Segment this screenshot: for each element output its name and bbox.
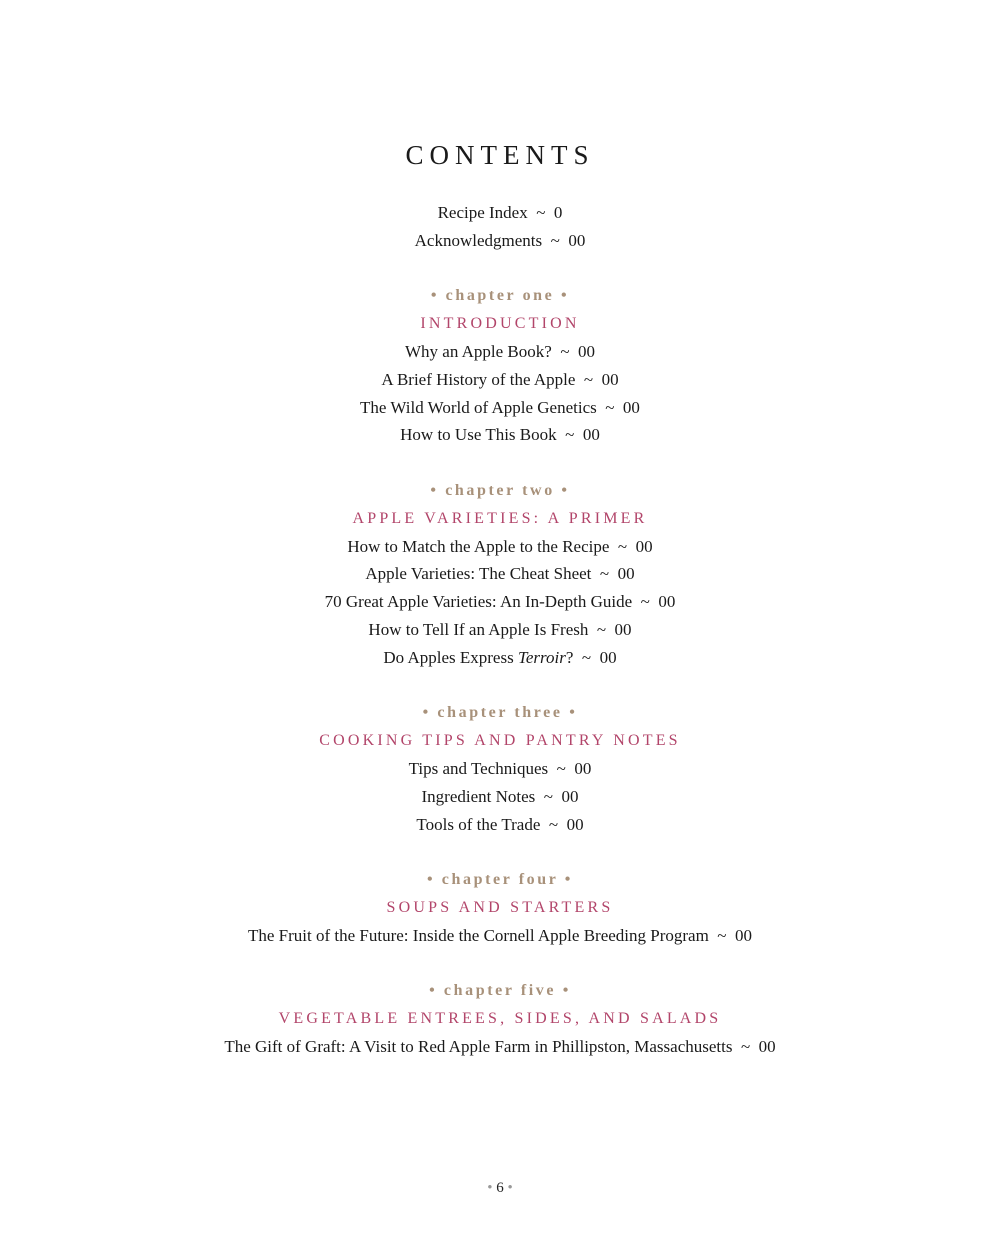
toc-entry-text: The Wild World of Apple Genetics ~ 00	[360, 397, 640, 417]
chapter-section	[0, 282, 1000, 449]
chapter-label-text: chapter one	[445, 287, 555, 305]
toc-entry-text: Acknowledgments ~ 00	[414, 230, 586, 250]
toc-entry-text: How to Tell If an Apple Is Fresh ~ 00	[368, 619, 632, 639]
toc-entry-text: Tips and Techniques ~ 00	[408, 758, 592, 778]
bullet-icon: •	[422, 704, 438, 722]
toc-entry-text: How to Use This Book ~ 00	[400, 425, 600, 445]
chapter-section	[0, 477, 1000, 672]
toc-entry[interactable]	[0, 922, 1000, 950]
toc-entry[interactable]	[0, 755, 1000, 783]
chapter-label-text: chapter four	[441, 871, 559, 889]
toc-entry[interactable]	[0, 644, 1000, 672]
bullet-icon: •	[554, 481, 570, 499]
toc-entry[interactable]	[0, 533, 1000, 561]
toc-entry[interactable]	[0, 783, 1000, 811]
bullet-icon: •	[558, 871, 573, 889]
toc-entry[interactable]	[0, 588, 1000, 616]
toc-entry-italic: Terroir	[517, 647, 566, 667]
chapter-label	[0, 977, 1000, 1005]
toc-entry-text: Apple Varieties: The Cheat Sheet ~ 00	[365, 564, 635, 584]
bullet-icon: •	[554, 287, 570, 305]
toc-entry-text: The Gift of Graft: A Visit to Red Apple Farm in Phillipston, Massachusetts ~ 00	[224, 1036, 776, 1056]
chapter-label	[0, 282, 1000, 310]
toc-entry-suffix: ? ~ 00	[565, 647, 617, 667]
toc-entry-text: A Brief History of the Apple ~ 00	[381, 369, 619, 389]
chapter-title[interactable]: APPLE VARIETIES: A PRIMER	[352, 509, 648, 527]
chapter-title[interactable]: SOUPS AND STARTERS	[386, 898, 614, 916]
toc-entry[interactable]	[0, 560, 1000, 588]
footer-bullet-left: •	[487, 1180, 493, 1196]
chapter-label	[0, 866, 1000, 894]
bullet-icon: •	[430, 481, 446, 499]
bullet-icon: •	[562, 704, 578, 722]
page-footer	[0, 1180, 1000, 1197]
chapter-label	[0, 699, 1000, 727]
chapter-title[interactable]: VEGETABLE ENTREES, SIDES, AND SALADS	[278, 1010, 722, 1028]
bullet-icon: •	[430, 287, 446, 305]
page-title: CONTENTS	[405, 140, 595, 170]
bullet-icon: •	[556, 982, 571, 1000]
toc-entry[interactable]	[0, 199, 1000, 227]
footer-bullet-right: •	[507, 1180, 513, 1196]
page-number: 6	[496, 1180, 504, 1196]
chapter-label-text: chapter five	[443, 982, 557, 1000]
toc-entry-text: Why an Apple Book? ~ 00	[404, 341, 596, 361]
toc-entry-text: 70 Great Apple Varieties: An In-Depth Guide ~ 00	[324, 592, 676, 612]
toc-entry-text: Ingredient Notes ~ 00	[421, 786, 579, 806]
chapter-title[interactable]: INTRODUCTION	[420, 315, 580, 333]
bullet-icon: •	[429, 982, 444, 1000]
toc-entry[interactable]	[0, 394, 1000, 422]
toc-entry-text: The Fruit of the Future: Inside the Cornell Apple Breeding Program ~ 00	[248, 925, 752, 945]
chapter-label-text: chapter three	[437, 704, 563, 722]
toc-entry-text: Tools of the Trade ~ 00	[416, 814, 584, 834]
chapter-section	[0, 699, 1000, 838]
chapter-section	[0, 866, 1000, 949]
toc-entry[interactable]	[0, 366, 1000, 394]
toc-entry-text: How to Match the Apple to the Recipe ~ 00	[347, 536, 653, 556]
chapter-section	[0, 977, 1000, 1060]
toc-entry[interactable]	[0, 811, 1000, 839]
table-of-contents	[0, 199, 1000, 1061]
bullet-icon: •	[426, 871, 442, 889]
toc-entry[interactable]	[0, 421, 1000, 449]
toc-entry[interactable]	[0, 338, 1000, 366]
chapter-title[interactable]: COOKING TIPS AND PANTRY NOTES	[319, 732, 681, 750]
toc-entry[interactable]	[0, 616, 1000, 644]
toc-entry-text: Do Apples Express	[383, 647, 518, 667]
chapter-label-text: chapter two	[445, 481, 555, 499]
toc-entry-text: Recipe Index ~ 0	[437, 203, 563, 222]
chapter-label	[0, 477, 1000, 505]
toc-entry[interactable]	[0, 227, 1000, 255]
toc-entry[interactable]	[0, 1033, 1000, 1061]
